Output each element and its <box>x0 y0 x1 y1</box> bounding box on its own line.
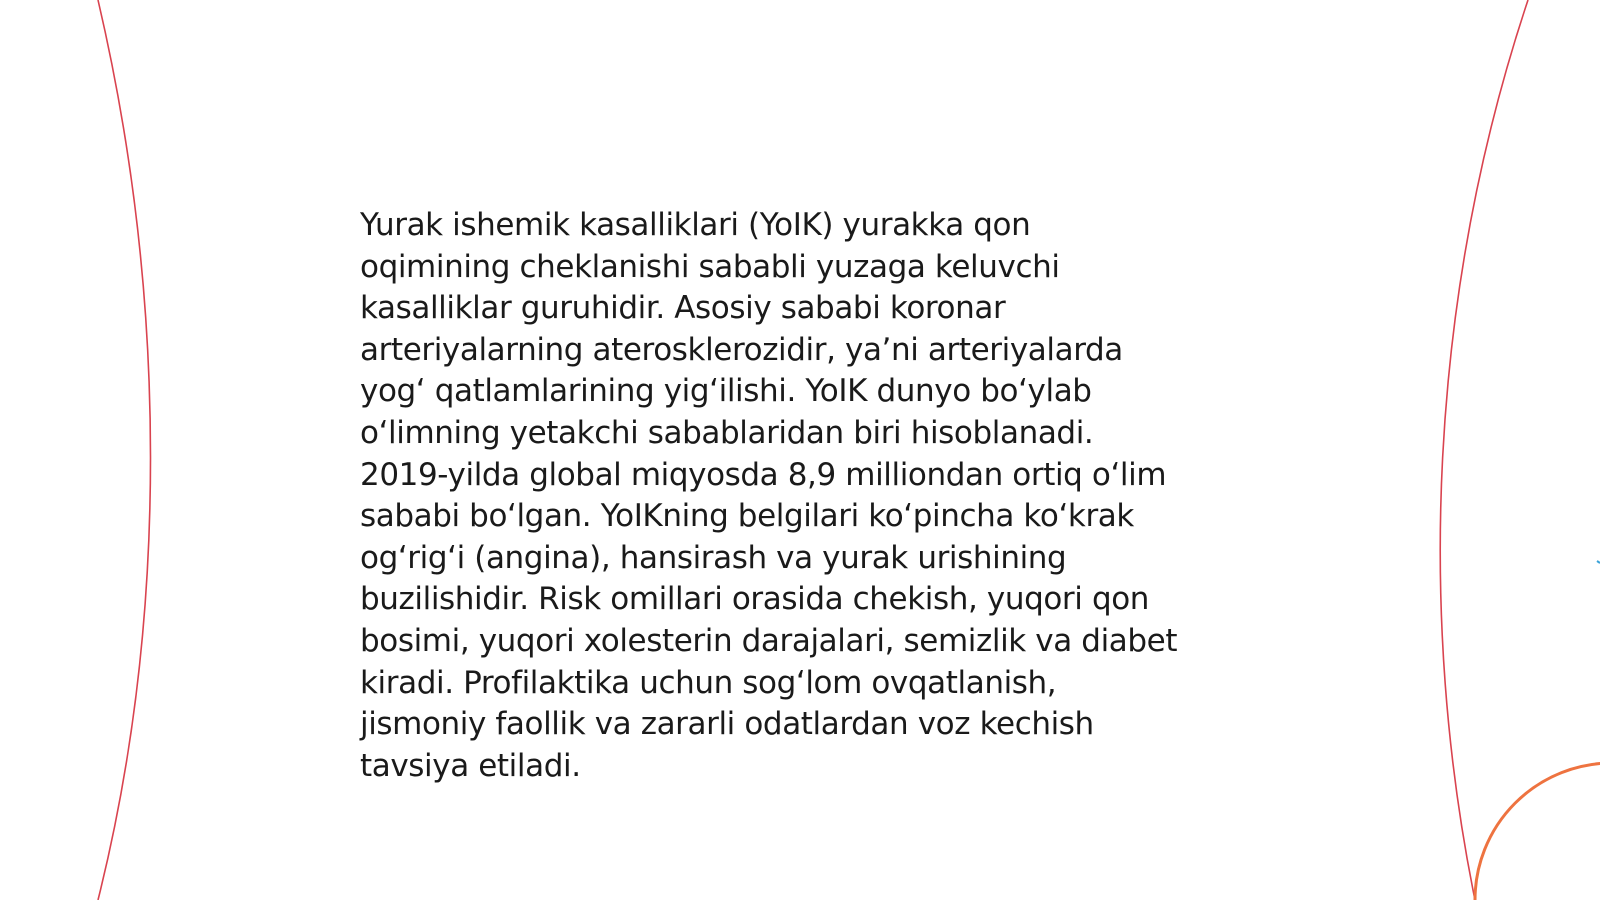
paragraph-line: kiradi. Profilaktika uchun sog‘lom ovqatlanish, <box>360 664 1057 701</box>
right-arc-curve <box>1440 0 1528 900</box>
paragraph-line: jismoniy faollik va zararli odatlardan voz kechish <box>360 706 1094 743</box>
left-arc-curve <box>98 0 151 900</box>
paragraph-line: kasalliklar guruhidir. Asosiy sababi koronar <box>360 290 1006 327</box>
paragraph-line: bosimi, yuqori xolesterin darajalari, semizlik va diabet <box>360 622 1178 659</box>
paragraph-line: yog‘ qatlamlarining yig‘ilishi. YoIK dunyo bo‘ylab <box>360 373 1092 410</box>
body-paragraph <box>360 205 1240 787</box>
paragraph-line: Yurak ishemik kasalliklari (YoIK) yurakka qon <box>360 207 1031 243</box>
paragraph-line: oqimining cheklanishi sababli yuzaga keluvchi <box>360 248 1060 285</box>
paragraph-line: tavsiya etiladi. <box>360 747 581 784</box>
paragraph-line: buzilishidir. Risk omillari orasida chekish, yuqori qon <box>360 581 1150 618</box>
paragraph-line: sababi bo‘lgan. YoIKning belgilari ko‘pincha ko‘krak <box>360 498 1134 535</box>
orange-circle-outline <box>1475 763 1600 900</box>
paragraph-line: og‘rig‘i (angina), hansirash va yurak urishining <box>360 539 1067 576</box>
paragraph-line: arteriyalarning aterosklerozidir, ya’ni arteriyalarda <box>360 331 1123 368</box>
paragraph-line: o‘limning yetakchi sabablaridan biri hisoblanadi. <box>360 414 1094 451</box>
paragraph-line: 2019-yilda global miqyosda 8,9 milliondan ortiq o‘lim <box>360 456 1167 493</box>
